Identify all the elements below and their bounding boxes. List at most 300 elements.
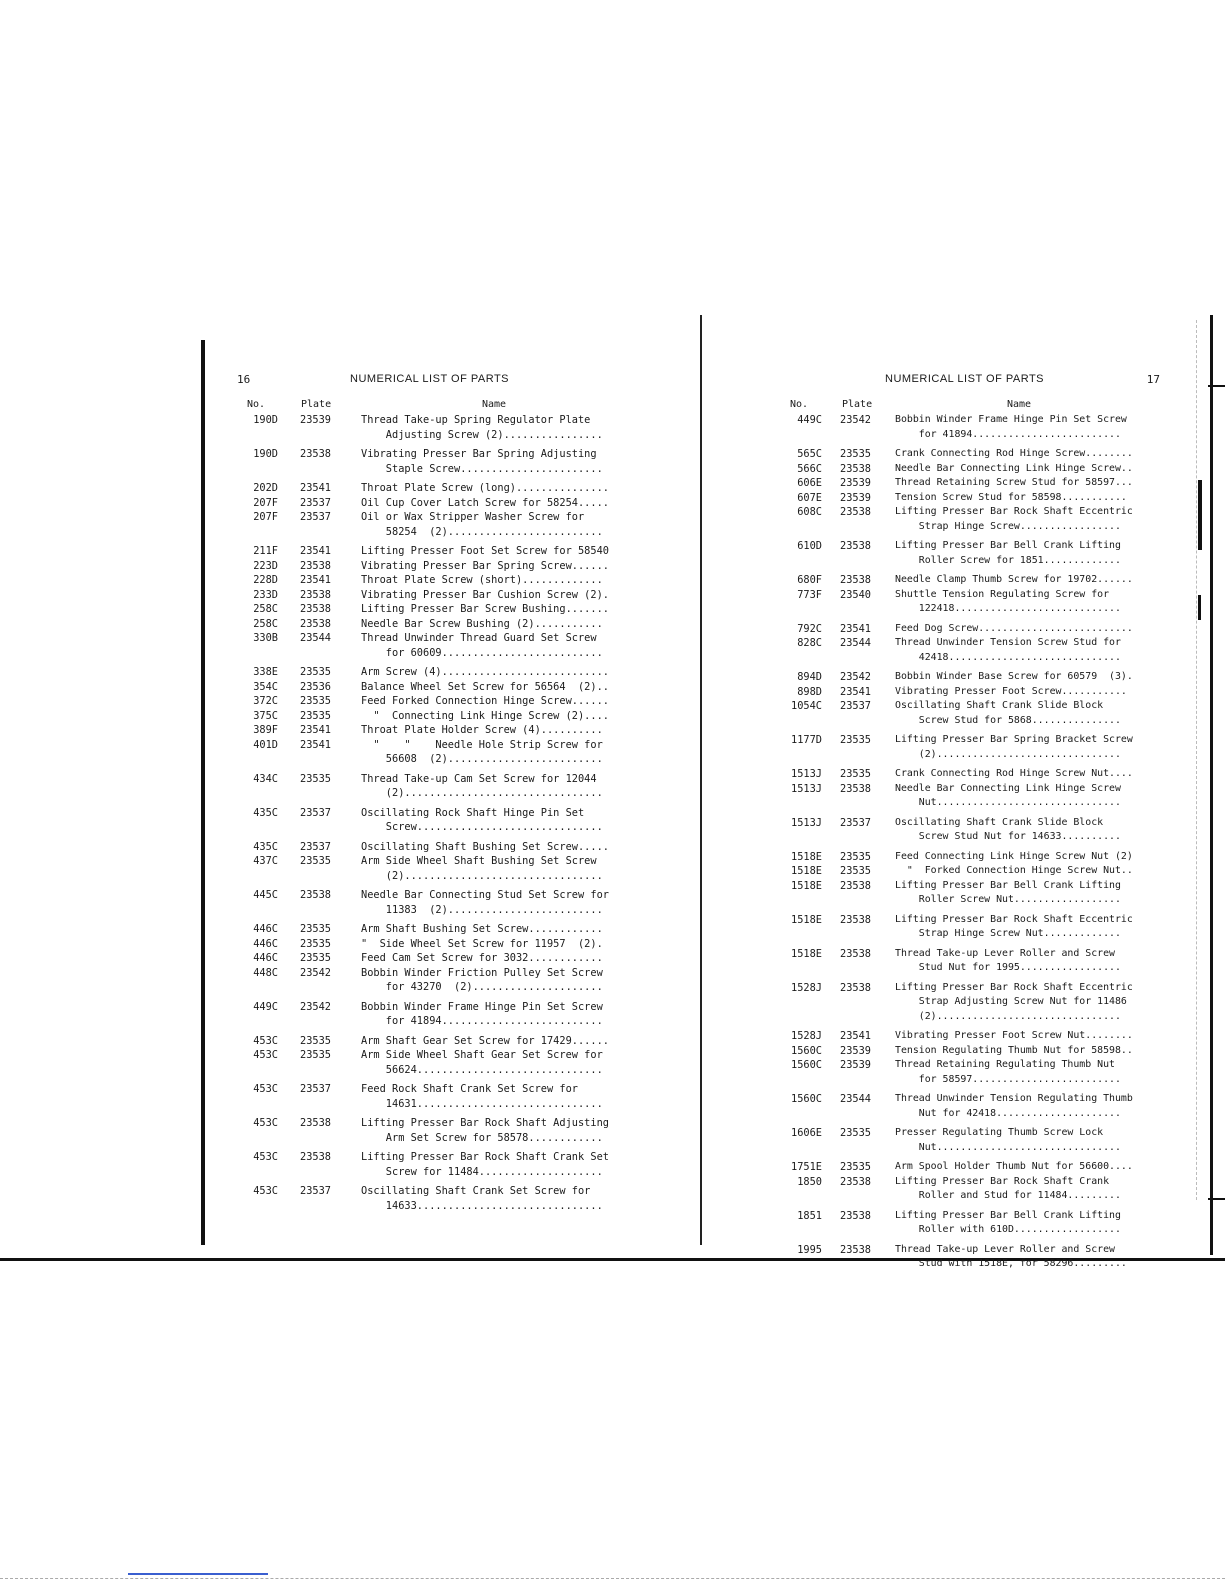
scan-mark — [1198, 480, 1202, 550]
part-name-line: Vibrating Presser Bar Cushion Screw (2). — [361, 588, 609, 601]
part-name — [895, 573, 1160, 588]
part-number: 372C — [253, 695, 278, 707]
plate-number: 23542 — [300, 1000, 331, 1013]
part-name-line: Adjusting Screw (2)................ — [361, 428, 603, 441]
part-number: 190D — [253, 414, 278, 426]
part-number: 435C — [253, 840, 278, 853]
part-name-line: Thread Unwinder Thread Guard Set Screw — [361, 632, 597, 644]
part-number: 445C — [253, 889, 278, 901]
plate-number: 23538 — [300, 1117, 331, 1129]
plate-number: 23539 — [840, 1044, 871, 1057]
part-name — [361, 413, 637, 442]
part-number: 338E — [253, 666, 278, 678]
table-row — [790, 539, 1160, 568]
part-name — [361, 481, 637, 496]
plate-number: 23538 — [300, 588, 331, 601]
table-row — [790, 636, 1160, 665]
part-number: 1851 — [797, 1209, 822, 1222]
plate-number: 23539 — [300, 414, 331, 426]
table-row — [790, 1058, 1160, 1087]
part-name-line: Feed Forked Connection Hinge Screw...... — [361, 695, 609, 707]
table-row — [237, 840, 637, 855]
part-name-line: Feed Dog Screw.......................... — [895, 622, 1133, 634]
part-name — [361, 966, 637, 995]
part-name-line: 56608 (2)......................... — [361, 753, 603, 765]
table-row — [790, 491, 1160, 506]
part-name-line: 58254 (2)......................... — [361, 525, 603, 538]
part-name-line: Feed Rock Shaft Crank Set Screw for — [361, 1083, 578, 1095]
part-name-line: for 41894......................... — [895, 428, 1121, 440]
part-name-line: Lifting Presser Bar Rock Shaft Crank Set — [361, 1151, 609, 1163]
part-name — [361, 738, 637, 767]
part-name — [895, 1044, 1160, 1059]
plate-number: 23535 — [840, 865, 871, 877]
part-name — [361, 1082, 637, 1111]
part-name-line: Lifting Presser Bar Rock Shaft Crank — [895, 1175, 1110, 1187]
part-number: 565C — [797, 448, 822, 460]
part-name-line: Bobbin Winder Frame Hinge Pin Set Screw — [895, 414, 1127, 425]
part-number: 202D — [253, 482, 278, 494]
part-name — [361, 447, 637, 476]
part-name-line: Nut for 42418..................... — [895, 1107, 1121, 1119]
part-name — [895, 1029, 1160, 1044]
table-row — [790, 782, 1160, 811]
table-row — [790, 1044, 1160, 1059]
part-name — [895, 462, 1160, 477]
table-row — [790, 505, 1160, 534]
part-name-line: Strap Adjusting Screw Nut for 11486 — [895, 996, 1127, 1007]
part-number: 1513J — [791, 768, 822, 780]
table-row — [237, 922, 637, 937]
part-name — [895, 413, 1160, 442]
plate-number: 23535 — [300, 666, 331, 678]
table-row — [237, 1000, 637, 1029]
part-name-line: Lifting Presser Bar Spring Bracket Screw — [895, 734, 1133, 745]
plate-number: 23538 — [300, 1151, 331, 1163]
part-name — [895, 636, 1160, 665]
part-number: 375C — [253, 709, 278, 722]
table-row — [790, 699, 1160, 728]
row-spacer — [237, 1213, 637, 1218]
part-name — [895, 850, 1160, 865]
table-row — [790, 476, 1160, 491]
part-number: 389F — [253, 724, 278, 736]
table-row — [790, 573, 1160, 588]
part-name-line: Oil or Wax Stripper Washer Screw for — [361, 511, 585, 523]
part-name — [895, 1092, 1160, 1121]
plate-number: 23541 — [840, 1030, 871, 1042]
part-name-line: Tension Regulating Thumb Nut for 58598.. — [895, 1044, 1133, 1056]
table-row — [237, 723, 637, 738]
column-header-no: No. — [247, 399, 266, 410]
part-number: 453C — [253, 1034, 278, 1047]
part-name-line: Oscillating Shaft Crank Set Screw for — [361, 1185, 591, 1197]
table-row — [790, 981, 1160, 1025]
part-number: 1518E — [791, 879, 822, 892]
part-number: 449C — [797, 414, 822, 426]
table-row — [790, 850, 1160, 865]
table-row — [790, 947, 1160, 976]
part-name-line: Nut............................... — [895, 1141, 1121, 1153]
part-name-line: Bobbin Winder Frame Hinge Pin Set Screw — [361, 1000, 603, 1013]
plate-number: 23535 — [840, 850, 871, 863]
part-name — [361, 951, 637, 966]
plate-number: 23537 — [300, 496, 331, 509]
part-name-line: Arm Set Screw for 58578............ — [361, 1131, 603, 1144]
part-name — [895, 539, 1160, 568]
plate-number: 23537 — [300, 840, 331, 853]
part-name-line: Vibrating Presser Foot Screw Nut........ — [895, 1030, 1133, 1041]
part-name-line: Throat Plate Screw (short)............. — [361, 574, 603, 586]
plate-number: 23541 — [300, 574, 331, 586]
table-row — [790, 767, 1160, 782]
plate-number: 23538 — [840, 879, 871, 892]
column-header-name: Name — [1007, 399, 1032, 410]
part-name — [361, 723, 637, 738]
part-name-line: Throat Plate Screw (long)............... — [361, 482, 609, 494]
page-edge-left — [201, 340, 205, 1245]
part-number: 330B — [253, 632, 278, 644]
plate-number: 23535 — [840, 448, 871, 460]
table-row — [790, 1092, 1160, 1121]
part-name — [895, 981, 1160, 1025]
plate-number: 23535 — [300, 1034, 331, 1047]
plate-number: 23535 — [300, 855, 331, 867]
part-name-line: Needle Bar Screw Bushing (2)........... — [361, 617, 603, 630]
table-row — [790, 879, 1160, 908]
plate-number: 23538 — [300, 617, 331, 630]
plate-number: 23538 — [300, 603, 331, 615]
part-name — [361, 1184, 637, 1213]
page-title: NUMERICAL LIST OF PARTS — [885, 373, 1045, 385]
table-row — [237, 573, 637, 588]
part-name-line: Screw.............................. — [361, 821, 603, 833]
part-name — [895, 505, 1160, 534]
plate-number: 23540 — [840, 588, 871, 601]
part-name-line: Vibrating Presser Bar Spring Adjusting — [361, 448, 597, 460]
plate-number: 23535 — [840, 734, 871, 746]
plate-number: 23537 — [840, 816, 871, 829]
plate-number: 23538 — [840, 506, 871, 518]
part-name-line: (2)................................ — [361, 869, 603, 882]
plate-number: 23535 — [300, 923, 331, 935]
part-name-line: Oil Cup Cover Latch Screw for 58254..... — [361, 496, 609, 509]
plate-number: 23539 — [840, 1059, 871, 1071]
part-number: 1518E — [791, 913, 822, 926]
table-row — [237, 1048, 637, 1077]
table-row — [790, 864, 1160, 879]
part-name-line: Strap Hinge Screw Nut............. — [895, 928, 1121, 939]
part-name-line: Roller Screw for 1851............. — [895, 554, 1121, 566]
plate-number: 23544 — [300, 632, 331, 644]
part-name — [361, 1150, 637, 1179]
table-row — [237, 937, 637, 952]
part-name-line: Stud Nut for 1995................. — [895, 962, 1121, 973]
part-name-line: Nut............................... — [895, 797, 1121, 808]
table-row — [237, 1184, 637, 1213]
page-header — [237, 373, 637, 393]
part-number: 894D — [797, 671, 822, 683]
part-name-line: Roller with 610D.................. — [895, 1224, 1121, 1235]
parts-list — [790, 413, 1160, 1277]
part-name — [895, 733, 1160, 762]
part-number: 211F — [253, 545, 278, 557]
part-name-line: 11383 (2)......................... — [361, 903, 603, 916]
part-number: 258C — [253, 617, 278, 630]
part-name-line: " Connecting Link Hinge Screw (2).... — [361, 709, 609, 722]
part-name-line: for 43270 (2)..................... — [361, 981, 603, 993]
part-name-line: Oscillating Shaft Bushing Set Screw..... — [361, 840, 609, 853]
part-name — [361, 888, 637, 917]
part-name-line: 56624.............................. — [361, 1063, 603, 1076]
part-number: 258C — [253, 603, 278, 615]
plate-number: 23538 — [840, 1209, 871, 1222]
table-row — [790, 622, 1160, 637]
part-name-line: Bobbin Winder Friction Pulley Set Screw — [361, 966, 603, 979]
part-name-line: Staple Screw....................... — [361, 462, 603, 475]
part-name-line: Screw Stud Nut for 14633.......... — [895, 831, 1121, 842]
table-row — [237, 888, 637, 917]
part-name — [895, 913, 1160, 942]
part-name — [361, 937, 637, 952]
plate-number: 23535 — [300, 695, 331, 707]
scan-mark — [1208, 1198, 1225, 1200]
plate-number: 23535 — [840, 1127, 871, 1139]
part-name-line: Lifting Presser Bar Screw Bushing....... — [361, 603, 609, 615]
part-name — [895, 1209, 1160, 1238]
part-name — [895, 947, 1160, 976]
part-name-line: Balance Wheel Set Screw for 56564 (2).. — [361, 680, 609, 693]
part-name-line: (2)............................... — [895, 1010, 1121, 1022]
plate-number: 23541 — [300, 738, 331, 751]
part-number: 233D — [253, 588, 278, 601]
part-name-line: for 60609.......................... — [361, 646, 603, 659]
part-name-line: Roller and Stud for 11484......... — [895, 1190, 1121, 1201]
part-name-line: Thread Unwinder Tension Screw Stud for — [895, 637, 1121, 648]
part-name — [895, 670, 1160, 685]
part-number: 453C — [253, 1117, 278, 1129]
part-name-line: Lifting Presser Bar Bell Crank Lifting — [895, 1209, 1121, 1221]
part-name — [895, 476, 1160, 491]
page-title: NUMERICAL LIST OF PARTS — [350, 373, 510, 385]
plate-number: 23539 — [840, 491, 871, 504]
part-name-line: Oscillating Shaft Crank Slide Block — [895, 700, 1104, 711]
part-number: 828C — [797, 637, 822, 649]
table-row — [790, 733, 1160, 762]
table-row — [237, 694, 637, 709]
table-row — [237, 680, 637, 695]
part-name-line: Arm Screw (4)........................... — [361, 666, 609, 678]
plate-number: 23538 — [840, 462, 871, 475]
part-name-line: Lifting Presser Foot Set Screw for 58540 — [361, 545, 609, 557]
part-number: 1513J — [791, 782, 822, 795]
table-row — [790, 1029, 1160, 1044]
part-name-line: Needle Clamp Thumb Screw for 19702...... — [895, 574, 1133, 585]
part-name-line: Lifting Presser Bar Rock Shaft Eccentric — [895, 913, 1133, 925]
plate-number: 23541 — [840, 685, 871, 698]
part-name — [361, 680, 637, 695]
part-name-line: Arm Shaft Bushing Set Screw............ — [361, 923, 603, 935]
part-name-line: Strap Hinge Screw................. — [895, 520, 1121, 532]
part-number: 207F — [253, 496, 278, 509]
table-row — [790, 913, 1160, 942]
part-number: 566C — [797, 462, 822, 475]
column-header-plate: Plate — [842, 399, 873, 410]
part-name — [361, 1034, 637, 1049]
part-name — [895, 588, 1160, 617]
part-name-line: (2)............................... — [895, 748, 1121, 760]
part-name-line: 42418............................. — [895, 651, 1121, 663]
part-number: 453C — [253, 1185, 278, 1197]
column-headers — [237, 399, 637, 413]
part-name — [895, 1243, 1160, 1272]
part-name-line: Screw Stud for 5868............... — [895, 714, 1121, 726]
plate-number: 23538 — [300, 559, 331, 572]
part-name-line: Arm Spool Holder Thumb Nut for 56600.... — [895, 1161, 1133, 1172]
part-name — [895, 782, 1160, 811]
page-edge-right — [1210, 315, 1213, 1255]
part-name-line: " Forked Connection Hinge Screw Nut.. — [895, 865, 1133, 876]
part-name-line: Needle Bar Connecting Stud Set Screw for — [361, 889, 609, 901]
plate-number: 23544 — [840, 1093, 871, 1105]
part-name — [361, 806, 637, 835]
table-row — [790, 462, 1160, 477]
part-name-line: Oscillating Shaft Crank Slide Block — [895, 816, 1104, 828]
part-number: 453C — [253, 1151, 278, 1163]
part-number: 610D — [797, 540, 822, 552]
plate-number: 23541 — [300, 545, 331, 557]
part-number: 354C — [253, 680, 278, 693]
part-name — [895, 864, 1160, 879]
part-name-line: " " Needle Hole Strip Screw for — [361, 738, 603, 751]
part-name — [895, 767, 1160, 782]
part-number: 449C — [253, 1000, 278, 1013]
part-name-line: " Side Wheel Set Screw for 11957 (2). — [361, 937, 603, 950]
plate-number: 23535 — [300, 1049, 331, 1061]
plate-number: 23535 — [300, 709, 331, 722]
plate-number: 23538 — [840, 1243, 871, 1256]
part-number: 446C — [253, 923, 278, 935]
part-name-line: Crank Connecting Rod Hinge Screw........ — [895, 448, 1133, 459]
part-name-line: Oscillating Rock Shaft Hinge Pin Set — [361, 806, 585, 819]
part-number: 1751E — [791, 1161, 822, 1173]
part-name-line: Feed Cam Set Screw for 3032............ — [361, 952, 603, 964]
part-number: 1513J — [791, 816, 822, 829]
plate-number: 23538 — [840, 947, 871, 960]
plate-number: 23535 — [300, 952, 331, 964]
part-name-line: Bobbin Winder Base Screw for 60579 (3). — [895, 671, 1133, 682]
part-number: 1177D — [791, 734, 822, 746]
part-number: 446C — [253, 937, 278, 950]
part-number: 448C — [253, 966, 278, 979]
plate-number: 23537 — [300, 806, 331, 819]
table-row — [790, 670, 1160, 685]
table-row — [790, 1126, 1160, 1155]
table-row — [237, 544, 637, 559]
part-name-line: Lifting Presser Bar Rock Shaft Eccentric — [895, 506, 1133, 517]
part-number: 1560C — [791, 1093, 822, 1105]
table-row — [790, 1175, 1160, 1204]
plate-number: 23537 — [300, 511, 331, 523]
table-row — [790, 588, 1160, 617]
part-name — [361, 588, 637, 603]
part-number: 773F — [797, 588, 822, 601]
part-name-line: Arm Shaft Gear Set Screw for 17429...... — [361, 1034, 609, 1047]
table-row — [237, 1034, 637, 1049]
parts-list — [237, 413, 637, 1218]
part-number: 453C — [253, 1049, 278, 1061]
part-number: 207F — [253, 511, 278, 523]
part-name-line: Thread Take-up Spring Regulator Plate — [361, 414, 591, 426]
scan-mark — [1198, 595, 1201, 620]
part-name-line: Arm Side Wheel Shaft Bushing Set Screw — [361, 855, 597, 867]
part-number: 437C — [253, 855, 278, 867]
part-name-line: Vibrating Presser Bar Spring Screw...... — [361, 559, 609, 572]
part-name — [361, 544, 637, 559]
part-number: 190D — [253, 448, 278, 460]
column-header-name: Name — [482, 399, 507, 410]
part-number: 1528J — [791, 981, 822, 994]
part-name-line: Roller Screw Nut.................. — [895, 894, 1121, 905]
table-row — [237, 559, 637, 574]
plate-number: 23542 — [840, 414, 871, 426]
part-name-line: Lifting Presser Bar Rock Shaft Adjusting — [361, 1117, 609, 1129]
part-name — [361, 922, 637, 937]
viewer-scrollbar[interactable] — [128, 1573, 268, 1575]
part-number: 223D — [253, 559, 278, 572]
part-number: 1518E — [791, 947, 822, 960]
part-name-line: 14633.............................. — [361, 1199, 603, 1212]
plate-number: 23538 — [840, 574, 871, 586]
part-name-line: for 41894.......................... — [361, 1015, 603, 1027]
part-number: 1850 — [797, 1175, 822, 1188]
part-name-line: Screw for 11484.................... — [361, 1165, 603, 1178]
table-row — [790, 1243, 1160, 1272]
column-headers — [790, 399, 1160, 413]
part-name-line: Needle Bar Connecting Link Hinge Screw — [895, 782, 1121, 794]
part-name — [361, 602, 637, 617]
part-name — [895, 1175, 1160, 1204]
part-name — [361, 854, 637, 883]
part-name-line: Throat Plate Holder Screw (4).......... — [361, 724, 603, 736]
row-spacer — [790, 1272, 1160, 1277]
part-number: 680F — [797, 574, 822, 586]
part-name — [361, 1000, 637, 1029]
table-row — [237, 481, 637, 496]
part-name — [895, 622, 1160, 637]
part-name-line: Thread Retaining Regulating Thumb Nut — [895, 1059, 1115, 1070]
part-number: 453C — [253, 1083, 278, 1095]
plate-number: 23542 — [300, 966, 331, 979]
plate-number: 23538 — [840, 913, 871, 926]
part-number: 606E — [797, 477, 822, 489]
part-name-line: Stud with 1518E, for 58296......... — [895, 1258, 1127, 1269]
table-row — [237, 588, 637, 603]
table-row — [237, 951, 637, 966]
part-name-line: Thread Unwinder Tension Regulating Thumb — [895, 1093, 1133, 1104]
part-name-line: Thread Take-up Lever Roller and Screw — [895, 947, 1115, 959]
table-row — [237, 709, 637, 724]
part-name — [361, 573, 637, 588]
table-row — [237, 665, 637, 680]
part-name — [361, 617, 637, 632]
book-gutter — [700, 315, 702, 1245]
plate-number: 23541 — [300, 724, 331, 736]
part-name-line: for 58597......................... — [895, 1073, 1121, 1085]
part-number: 607E — [797, 491, 822, 504]
table-row — [237, 966, 637, 995]
plate-number: 23541 — [300, 482, 331, 494]
